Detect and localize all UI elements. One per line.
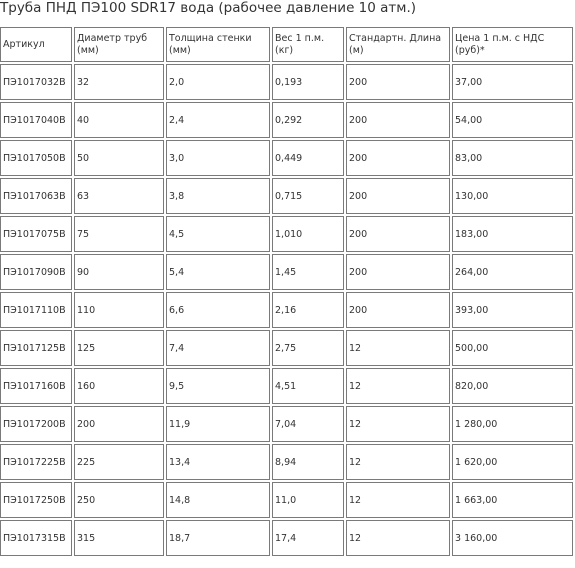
cell-diameter: 125 [74, 330, 164, 366]
cell-diameter: 50 [74, 140, 164, 176]
cell-price: 1 620,00 [452, 444, 573, 480]
cell-price: 820,00 [452, 368, 573, 404]
cell-weight: 11,0 [272, 482, 344, 518]
cell-weight: 0,715 [272, 178, 344, 214]
cell-article: ПЭ1017125В [0, 330, 72, 366]
table-row [0, 368, 573, 404]
cell-article: ПЭ1017225В [0, 444, 72, 480]
cell-weight: 7,04 [272, 406, 344, 442]
cell-wall-thickness: 11,9 [166, 406, 270, 442]
cell-diameter: 40 [74, 102, 164, 138]
cell-diameter: 200 [74, 406, 164, 442]
cell-weight: 17,4 [272, 520, 344, 556]
header-article: Артикул [0, 27, 72, 62]
table-row [0, 140, 573, 176]
cell-article: ПЭ1017315В [0, 520, 72, 556]
cell-price: 54,00 [452, 102, 573, 138]
cell-price: 130,00 [452, 178, 573, 214]
cell-weight: 4,51 [272, 368, 344, 404]
table-row [0, 444, 573, 480]
cell-standard-length: 200 [346, 178, 450, 214]
cell-wall-thickness: 4,5 [166, 216, 270, 252]
cell-standard-length: 200 [346, 102, 450, 138]
cell-article: ПЭ1017063В [0, 178, 72, 214]
cell-wall-thickness: 7,4 [166, 330, 270, 366]
table-row [0, 482, 573, 518]
cell-price: 37,00 [452, 64, 573, 100]
cell-standard-length: 12 [346, 444, 450, 480]
table-row [0, 254, 573, 290]
table-body [0, 64, 573, 556]
cell-diameter: 32 [74, 64, 164, 100]
cell-article: ПЭ1017032В [0, 64, 72, 100]
cell-standard-length: 12 [346, 406, 450, 442]
cell-weight: 2,75 [272, 330, 344, 366]
cell-weight: 1,45 [272, 254, 344, 290]
cell-wall-thickness: 6,6 [166, 292, 270, 328]
cell-standard-length: 12 [346, 520, 450, 556]
cell-standard-length: 200 [346, 216, 450, 252]
cell-wall-thickness: 3,0 [166, 140, 270, 176]
cell-wall-thickness: 2,4 [166, 102, 270, 138]
header-diameter: Диаметр труб (мм) [74, 27, 164, 62]
cell-article: ПЭ1017160В [0, 368, 72, 404]
table-row [0, 292, 573, 328]
table-row [0, 520, 573, 556]
cell-price: 500,00 [452, 330, 573, 366]
header-price: Цена 1 п.м. с НДС (руб)* [452, 27, 573, 62]
cell-standard-length: 200 [346, 64, 450, 100]
cell-article: ПЭ1017075В [0, 216, 72, 252]
table-row [0, 102, 573, 138]
cell-diameter: 90 [74, 254, 164, 290]
table-row [0, 64, 573, 100]
cell-price: 1 280,00 [452, 406, 573, 442]
header-weight: Вес 1 п.м. (кг) [272, 27, 344, 62]
cell-wall-thickness: 2,0 [166, 64, 270, 100]
cell-standard-length: 12 [346, 368, 450, 404]
header-wall-thickness: Толщина стенки (мм) [166, 27, 270, 62]
cell-weight: 1,010 [272, 216, 344, 252]
cell-price: 3 160,00 [452, 520, 573, 556]
cell-price: 1 663,00 [452, 482, 573, 518]
price-table-container [0, 25, 575, 558]
page-title: Труба ПНД ПЭ100 SDR17 вода (рабочее давление 10 атм.) [0, 0, 417, 16]
cell-article: ПЭ1017040В [0, 102, 72, 138]
table-header-row [0, 27, 573, 62]
cell-diameter: 315 [74, 520, 164, 556]
cell-weight: 2,16 [272, 292, 344, 328]
cell-wall-thickness: 5,4 [166, 254, 270, 290]
cell-article: ПЭ1017090В [0, 254, 72, 290]
cell-standard-length: 200 [346, 140, 450, 176]
cell-weight: 8,94 [272, 444, 344, 480]
cell-standard-length: 12 [346, 482, 450, 518]
cell-wall-thickness: 14,8 [166, 482, 270, 518]
cell-price: 83,00 [452, 140, 573, 176]
cell-standard-length: 200 [346, 292, 450, 328]
cell-price: 393,00 [452, 292, 573, 328]
cell-wall-thickness: 9,5 [166, 368, 270, 404]
cell-article: ПЭ1017200В [0, 406, 72, 442]
cell-standard-length: 12 [346, 330, 450, 366]
cell-weight: 0,193 [272, 64, 344, 100]
cell-wall-thickness: 18,7 [166, 520, 270, 556]
header-standard-length: Стандартн. Длина (м) [346, 27, 450, 62]
cell-diameter: 160 [74, 368, 164, 404]
cell-diameter: 110 [74, 292, 164, 328]
cell-price: 183,00 [452, 216, 573, 252]
price-table [0, 25, 575, 558]
table-row [0, 330, 573, 366]
cell-wall-thickness: 13,4 [166, 444, 270, 480]
cell-diameter: 250 [74, 482, 164, 518]
cell-article: ПЭ1017250В [0, 482, 72, 518]
cell-price: 264,00 [452, 254, 573, 290]
cell-article: ПЭ1017110В [0, 292, 72, 328]
table-row [0, 216, 573, 252]
cell-article: ПЭ1017050В [0, 140, 72, 176]
cell-weight: 0,292 [272, 102, 344, 138]
table-row [0, 406, 573, 442]
cell-diameter: 225 [74, 444, 164, 480]
cell-wall-thickness: 3,8 [166, 178, 270, 214]
table-row [0, 178, 573, 214]
cell-diameter: 75 [74, 216, 164, 252]
cell-weight: 0,449 [272, 140, 344, 176]
cell-standard-length: 200 [346, 254, 450, 290]
cell-diameter: 63 [74, 178, 164, 214]
